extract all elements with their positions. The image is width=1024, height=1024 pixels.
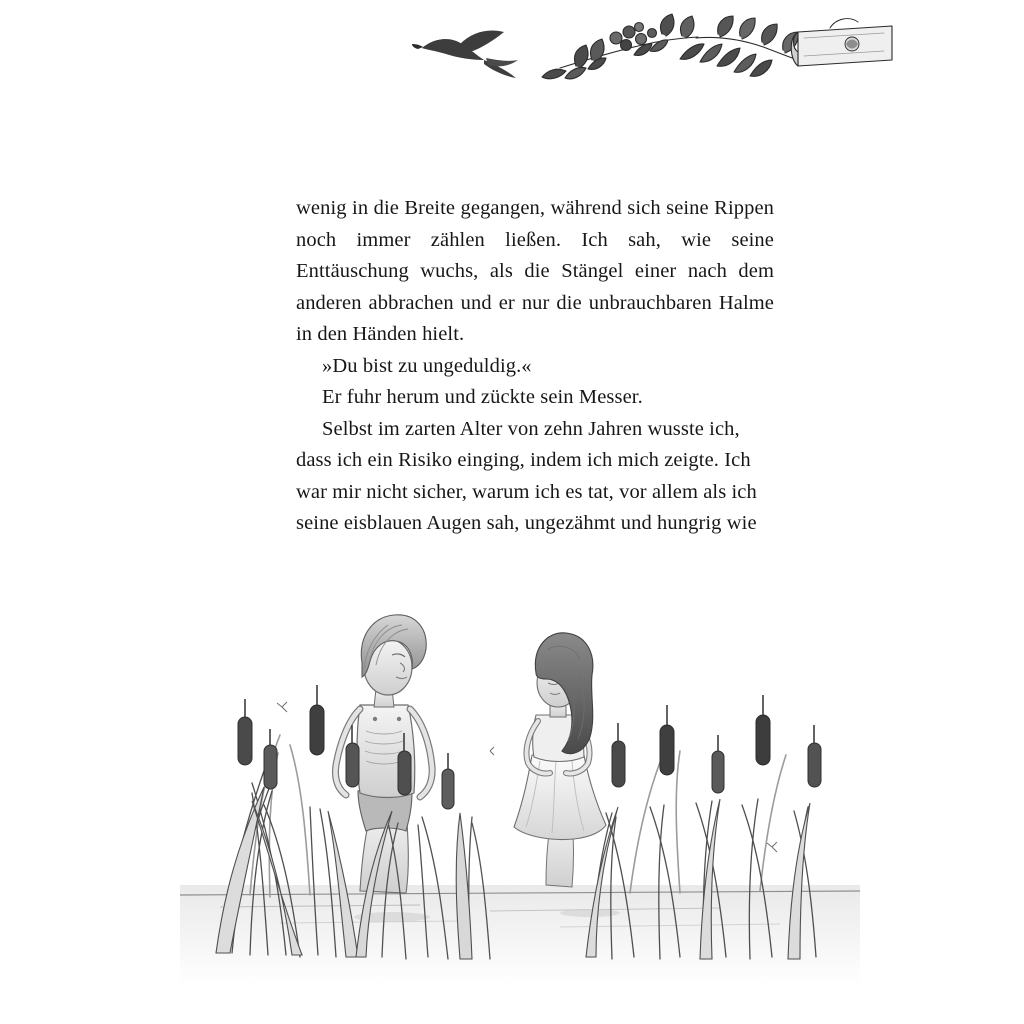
paragraph: Selbst im zarten Alter von zehn Jahren wusste ich, dass ich ein Risiko einging, indem ich mich zeigte. Ich war mir nicht sicher, warum ich es tat, vor allem als ich seine eisblauen Augen sah, ungezähmt und hungrig wie — [296, 417, 757, 534]
scroll-banner-icon — [791, 19, 892, 66]
paragraph: wenig in die Breite gegangen, während sich seine Rippen noch immer zählen ließen. Ich sah, wie seine Enttäuschung wuchs, als die Stängel einer nach dem anderen abbrachen und er nur die unbrauchbaren Halme in den Händen hielt. — [296, 197, 774, 345]
paragraph: »Du bist zu ungeduldig.« — [322, 354, 532, 377]
berry-branch-icon — [542, 14, 698, 79]
girl-figure — [514, 633, 606, 887]
header-ornament — [400, 8, 900, 103]
swallow-bird-icon — [412, 31, 518, 79]
paragraph: Er fuhr herum und zückte sein Messer. — [322, 386, 643, 408]
boy-and-girl-in-reeds-illustration — [160, 555, 880, 985]
body-text — [296, 193, 774, 540]
cattail-head — [612, 695, 821, 793]
leaf-spray-icon — [680, 16, 810, 76]
